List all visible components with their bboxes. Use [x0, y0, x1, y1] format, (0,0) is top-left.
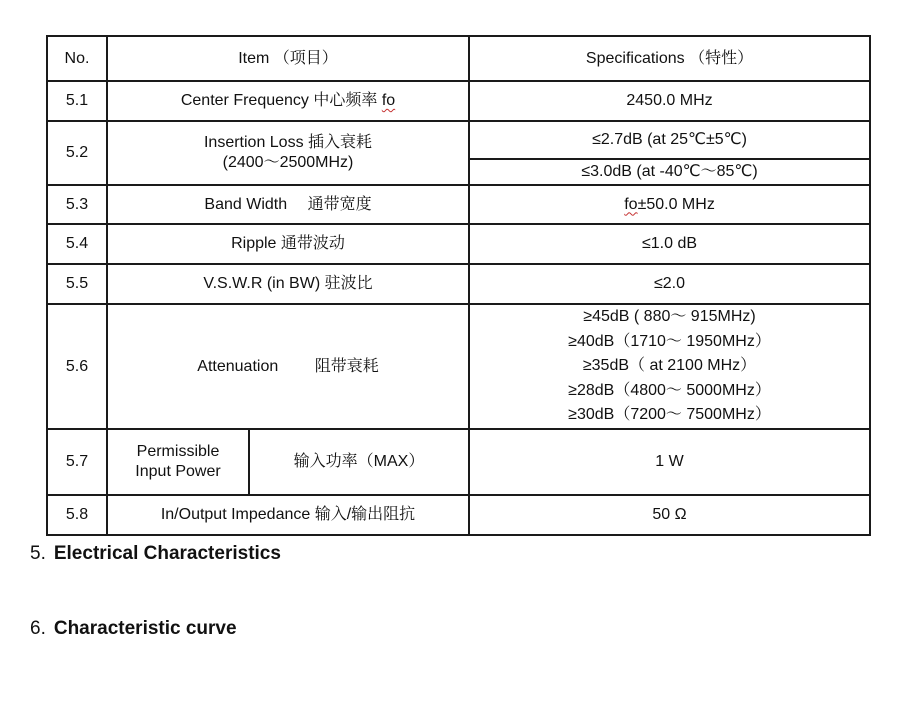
- item-name-cn: 驻波比: [324, 275, 373, 292]
- spec-cell: ≤2.7dB (at 25℃±5℃): [469, 121, 870, 159]
- item-name: Insertion Loss: [203, 134, 304, 151]
- spec-cell: 1 W: [469, 429, 870, 495]
- spec-cell: [469, 185, 870, 224]
- section-title: Electrical Characteristics: [53, 543, 281, 564]
- header-item: Item （项目）: [107, 36, 469, 81]
- row-number: 5.5: [47, 264, 107, 304]
- spec-cell: ≤1.0 dB: [469, 224, 870, 264]
- spec-symbol: fo: [624, 195, 638, 213]
- header-no: No.: [47, 36, 107, 81]
- item-name-line: Input Power: [135, 463, 221, 480]
- item-cell: [107, 81, 469, 121]
- item-name-cn: 插入衰耗: [308, 134, 373, 151]
- attenuation-line: ≥45dB ( 880～ 915MHz): [583, 308, 756, 326]
- item-cell: [107, 121, 469, 185]
- row-number: 5.7: [47, 429, 107, 495]
- row-number: 5.6: [47, 304, 107, 429]
- row-number: 5.2: [47, 121, 107, 185]
- item-name: Band Width: [204, 195, 288, 213]
- row-number: 5.1: [47, 81, 107, 121]
- attenuation-line: ≥28dB（4800～ 5000MHz）: [568, 381, 771, 399]
- item-symbol: fo: [381, 92, 396, 109]
- item-cell: [107, 264, 469, 304]
- spec-cell: ≤2.0: [469, 264, 870, 304]
- table-header-row: [47, 36, 870, 81]
- row-number: 5.3: [47, 185, 107, 224]
- spec-cell: ≤3.0dB (at -40℃～85℃): [469, 159, 870, 185]
- attenuation-line: ≥30dB（7200～ 7500MHz）: [568, 406, 771, 424]
- table-row: [47, 495, 870, 535]
- spec-cell: 2450.0 MHz: [469, 81, 870, 121]
- row-number: 5.8: [47, 495, 107, 535]
- item-name: Attenuation: [197, 357, 279, 375]
- item-name: In/Output Impedance: [160, 506, 311, 523]
- item-name-cn: 阻带衰耗: [314, 357, 379, 375]
- section-title: Characteristic curve: [53, 618, 237, 639]
- table-row: [47, 264, 870, 304]
- spec-value: ±50.0 MHz: [637, 195, 715, 213]
- header-specifications: Specifications （特性）: [469, 36, 870, 81]
- item-cell: [107, 304, 469, 429]
- table-row: [47, 429, 870, 495]
- section-number: 5.: [30, 543, 46, 564]
- table-row: [47, 224, 870, 264]
- table-row: [47, 81, 870, 121]
- item-cell: [107, 224, 469, 264]
- item-cell-cn: 输入功率（MAX）: [249, 429, 469, 495]
- spec-cell: 50 Ω: [469, 495, 870, 535]
- item-name-cn: 通带宽度: [307, 195, 372, 213]
- item-frequency-range: (2400～2500MHz): [222, 154, 354, 171]
- item-name: V.S.W.R (in BW): [203, 275, 321, 292]
- item-name-line: Permissible: [136, 443, 220, 460]
- item-name-cn: 中心频率: [313, 92, 378, 109]
- section-heading-curve: [30, 618, 237, 640]
- table-row: [47, 121, 870, 159]
- item-cell: [107, 429, 249, 495]
- table-row: [47, 304, 870, 429]
- spec-cell: [469, 304, 870, 429]
- attenuation-line: ≥40dB（1710～ 1950MHz）: [568, 332, 771, 350]
- item-name-cn: 通带波动: [280, 235, 345, 252]
- row-number: 5.4: [47, 224, 107, 264]
- item-cell: [107, 185, 469, 224]
- table-row: [47, 185, 870, 224]
- section-number: 6.: [30, 618, 46, 639]
- specifications-table: [46, 35, 871, 536]
- item-name: Ripple: [231, 235, 277, 252]
- attenuation-line: ≥35dB（ at 2100 MHz）: [582, 357, 757, 375]
- item-name-cn: 输入/输出阻抗: [314, 506, 416, 523]
- item-cell: [107, 495, 469, 535]
- item-name: Center Frequency: [180, 92, 309, 109]
- section-heading-electrical: [30, 543, 281, 565]
